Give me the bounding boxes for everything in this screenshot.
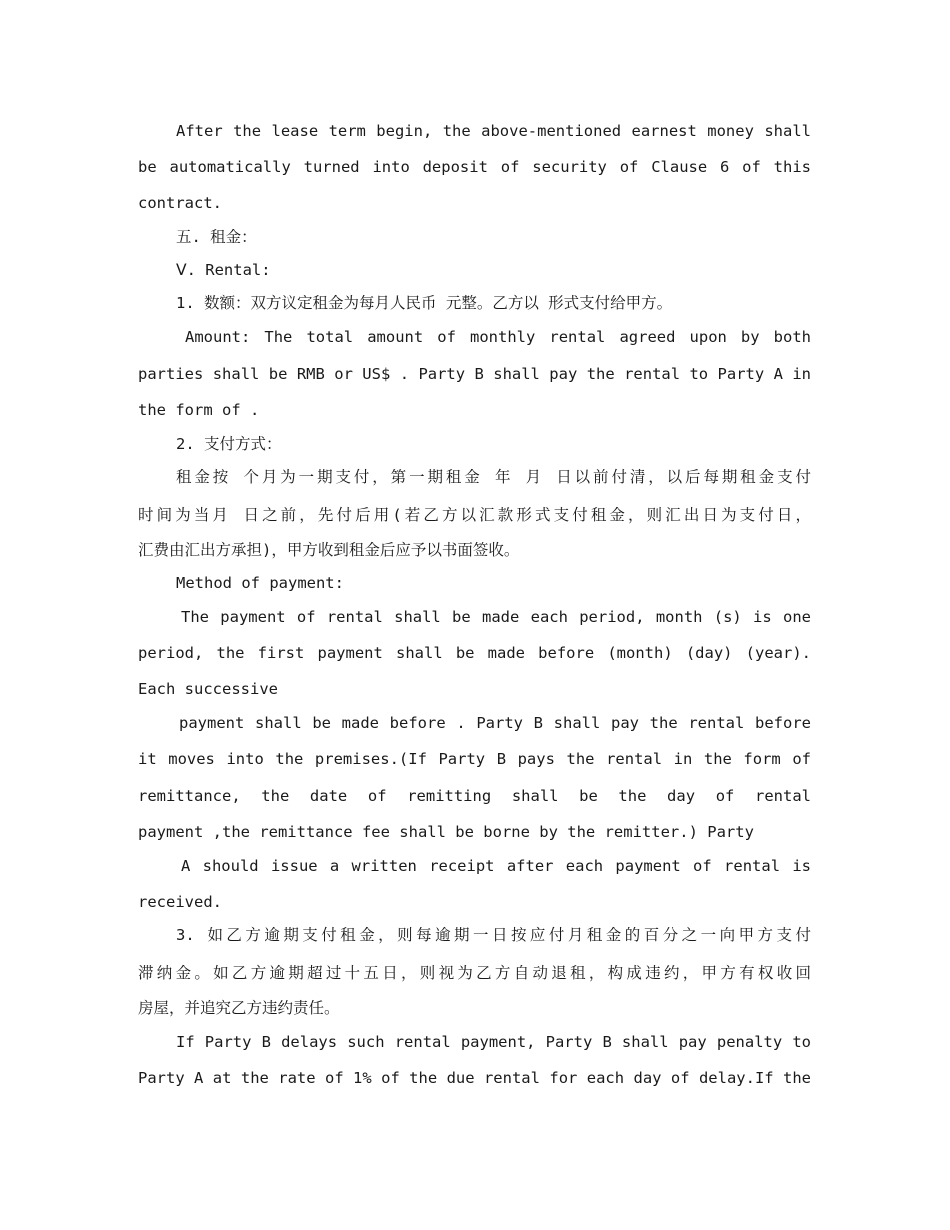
paragraph-line: The payment of rental shall be made each period, month (s) is one bbox=[181, 608, 811, 626]
paragraph-line: 3. 如乙方逾期支付租金，则每逾期一日按应付月租金的百分之一向甲方支付 bbox=[176, 926, 811, 944]
paragraph-line: received. bbox=[138, 893, 222, 911]
paragraph-line: period, the first payment shall be made before (month) (day) (year). bbox=[138, 644, 811, 662]
paragraph-line: 时间为当月 日之前，先付后用(若乙方以汇款形式支付租金，则汇出日为支付日， bbox=[138, 506, 811, 524]
subsection-heading: Method of payment: bbox=[176, 574, 344, 592]
paragraph-line: 房屋，并追究乙方违约责任。 bbox=[138, 999, 340, 1017]
paragraph-line: payment shall be made before . Party B shall pay the rental before bbox=[179, 714, 811, 732]
paragraph-line: 租金按 个月为一期支付，第一期租金 年 月 日以前付清，以后每期租金支付 bbox=[176, 468, 811, 486]
paragraph-line: payment ,the remittance fee shall be borne by the remitter.) Party bbox=[138, 823, 754, 841]
paragraph-line: If Party B delays such rental payment, Party B shall pay penalty to bbox=[176, 1033, 811, 1051]
section-heading-zh: 五. 租金： bbox=[176, 228, 257, 246]
paragraph-line: After the lease term begin, the above-mentioned earnest money shall bbox=[176, 122, 811, 140]
paragraph-line: Party A at the rate of 1% of the due rental for each day of delay.If the bbox=[138, 1069, 811, 1087]
paragraph-line: 滞纳金。如乙方逾期超过十五日，则视为乙方自动退租，构成违约，甲方有权收回 bbox=[138, 964, 811, 982]
section-heading-en: Ⅴ. Rental: bbox=[176, 261, 271, 279]
paragraph-line: remittance, the date of remitting shall be the day of rental bbox=[138, 787, 811, 805]
paragraph-line: 1. 数额：双方议定租金为每月人民币 元整。乙方以 形式支付给甲方。 bbox=[176, 294, 673, 312]
paragraph-line: parties shall be RMB or US$ . Party B shall pay the rental to Party A in bbox=[138, 365, 811, 383]
paragraph-line: Each successive bbox=[138, 680, 278, 698]
subsection-heading: 2. 支付方式： bbox=[176, 435, 282, 453]
paragraph-line: contract. bbox=[138, 194, 222, 212]
paragraph-line: the form of . bbox=[138, 401, 260, 419]
paragraph-line: 汇费由汇出方承担)，甲方收到租金后应予以书面签收。 bbox=[138, 541, 520, 559]
paragraph-line: it moves into the premises.(If Party B pays the rental in the form of bbox=[138, 750, 811, 768]
paragraph-line: Amount: The total amount of monthly rental agreed upon by both bbox=[185, 328, 811, 346]
paragraph-line: A should issue a written receipt after each payment of rental is bbox=[181, 857, 811, 875]
paragraph-line: be automatically turned into deposit of security of Clause 6 of this bbox=[138, 158, 811, 176]
